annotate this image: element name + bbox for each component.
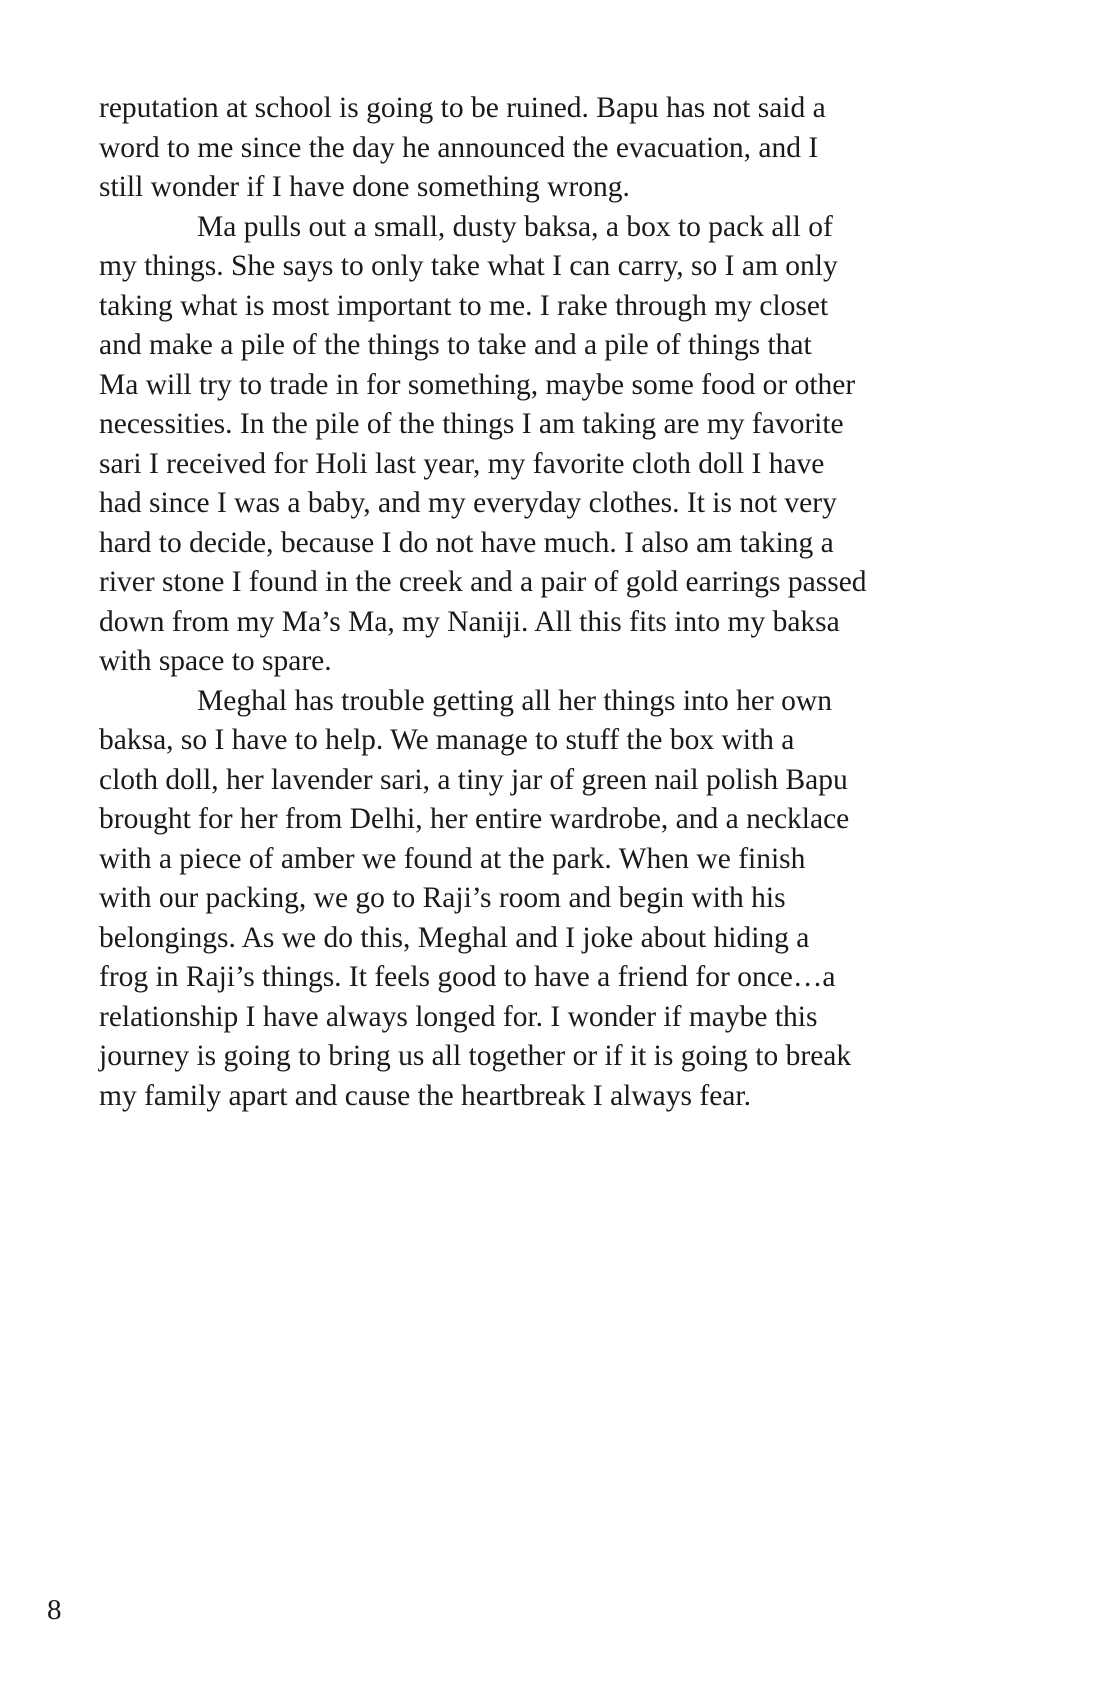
text-line: Ma will try to trade in for something, maybe some food or other xyxy=(99,368,856,401)
text-line: frog in Raji’s things. It feels good to have a friend for once…a xyxy=(99,961,836,993)
text-line: my family apart and cause the heartbreak I always fear. xyxy=(99,1079,751,1112)
text-line: hard to decide, because I do not have much. I also am taking a xyxy=(99,526,834,559)
text-line: brought for her from Delhi, her entire wardrobe, and a necklace xyxy=(99,803,850,835)
text-line: journey is going to bring us all together or if it is going to break xyxy=(99,1040,852,1072)
text-line: river stone I found in the creek and a pair of gold earrings passed xyxy=(99,566,867,598)
text-line: with space to spare. xyxy=(99,645,332,677)
text-line: taking what is most important to me. I rake through my closet xyxy=(99,289,829,322)
text-line: still wonder if I have done something wrong. xyxy=(99,171,630,203)
text-line: had since I was a baby, and my everyday clothes. It is not very xyxy=(99,487,837,519)
page-body-text xyxy=(99,89,979,1116)
text-line: and make a pile of the things to take and a pile of things that xyxy=(99,329,812,361)
text-line: belongings. As we do this, Meghal and I joke about hiding a xyxy=(99,921,810,954)
text-line: with our packing, we go to Raji’s room and begin with his xyxy=(99,882,786,914)
paragraph-first-line: Ma pulls out a small, dusty baksa, a box to pack all of xyxy=(197,210,833,243)
text-line: cloth doll, her lavender sari, a tiny jar of green nail polish Bapu xyxy=(99,763,848,796)
text-line: word to me since the day he announced the evacuation, and I xyxy=(99,131,819,164)
paragraph-first-line: Meghal has trouble getting all her things into her own xyxy=(197,684,832,717)
text-line: relationship I have always longed for. I wonder if maybe this xyxy=(99,1000,818,1033)
text-line: with a piece of amber we found at the park. When we finish xyxy=(99,842,806,875)
text-line: down from my Ma’s Ma, my Naniji. All this fits into my baksa xyxy=(99,605,840,638)
text-line: necessities. In the pile of the things I am taking are my favorite xyxy=(99,408,844,440)
text-line: baksa, so I have to help. We manage to stuff the box with a xyxy=(99,724,795,756)
text-line: my things. She says to only take what I can carry, so I am only xyxy=(99,250,838,282)
page-number: 8 xyxy=(47,1594,62,1626)
text-line: reputation at school is going to be ruined. Bapu has not said a xyxy=(99,92,826,124)
text-line: sari I received for Holi last year, my favorite cloth doll I have xyxy=(99,447,825,480)
